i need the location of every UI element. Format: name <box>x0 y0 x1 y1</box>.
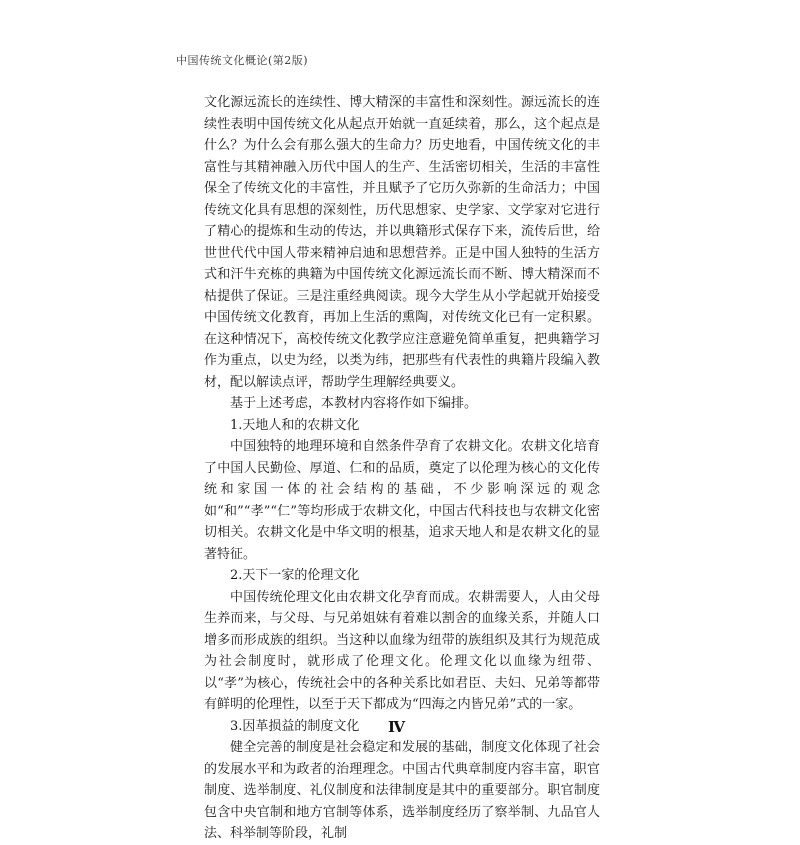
body-paragraph-continued: 文化源远流长的连续性、博大精深的丰富性和深刻性。源远流长的连续性表明中国传统文化从起点开始就一直延续着，那么，这个起点是什么？为什么会有那么强大的生命力？历史地看，中国传统文化的丰富性与其精神融入历代中国人的生产、生活密切相关，生活的丰富性保全了传统文化的丰富性，并且赋予了它历久弥新的生命活力；中国传统文化具有思想的深刻性，历代思想家、史学家、文学家对它进行了精心的提炼和生动的传达，并以典籍形式保存下来，流传后世，给世世代代中国人带来精神启迪和思想营养。正是中国人独特的生活方式和汗牛充栋的典籍为中国传统文化源远流长而不断、博大精深而不枯提供了保证。三是注重经典阅读。现今大学生从小学起就开始接受中国传统文化教育，再加上生活的熏陶，对传统文化已有一定积累。在这种情况下，高校传统文化教学应注意避免简单重复，把典籍学习作为重点，以史为经，以类为纬，把那些有代表性的典籍片段编入教材，配以解读点评，帮助学生理解经典要义。 <box>204 95 600 390</box>
body-paragraph: 中国独特的地理环境和自然条件孕育了农耕文化。农耕文化培育了中国人民勤俭、厚道、仁和的品质，奠定了以伦理为核心的文化传统和家国一体的社会结构的基础，不少影响深远的观念如“和”“孝”“仁”等均形成于农耕文化，中国古代科技也与农耕文化密切相关。农耕文化是中华文明的根基，追求天地人和是农耕文化的显著特征。 <box>204 439 600 562</box>
section-heading: 3.因革损益的制度文化 <box>230 718 360 734</box>
running-header: 中国传统文化概论(第2版) <box>176 54 309 67</box>
body-paragraph: 健全完善的制度是社会稳定和发展的基础，制度文化体现了社会的发展水平和为政者的治理理念。中国古代典章制度内容丰富，职官制度、选举制度、礼仪制度和法律制度是其中的重要部分。职官制度包含中央官制和地方官制等体系，选举制度经历了察举制、九品官人法、科举制等阶段，礼制 <box>204 740 600 841</box>
section-heading: 1.天地人和的农耕文化 <box>230 417 360 433</box>
page-number: Ⅳ <box>388 720 406 736</box>
body-paragraph: 基于上述考虑，本教材内容将作如下编排。 <box>230 396 478 411</box>
body-paragraph: 中国传统伦理文化由农耕文化孕育而成。农耕需要人，人由父母生养而来，与父母、与兄弟姐妹有着难以割舍的血缘关系，并随人口增多而形成族的组织。当这种以血缘为纽带的族组织及其行为规范成为社会制度时，就形成了伦理文化。伦理文化以血缘为纽带、以“孝”为核心，传统社会中的各种关系比如君臣、夫妇、兄弟等都带有鲜明的伦理性，以至于天下都成为“四海之内皆兄弟”式的一家。 <box>204 589 600 712</box>
section-heading: 2.天下一家的伦理文化 <box>230 568 360 583</box>
